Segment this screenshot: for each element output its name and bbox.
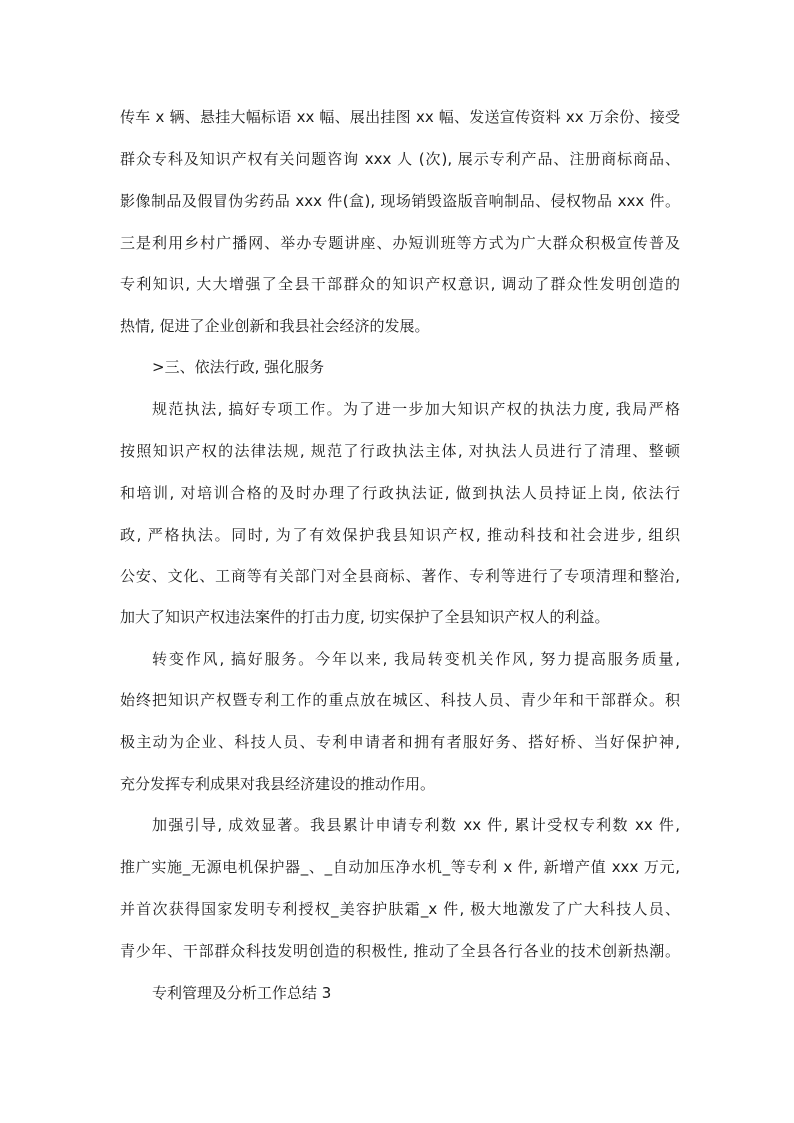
body-line-12: 公安、文化、工商等有关部门对全县商标、著作、专利等进行了专项清理和整治, <box>120 567 680 585</box>
body-line-15: 始终把知识产权暨专利工作的重点放在城区、科技人员、青少年和干部群众。积 <box>120 691 680 709</box>
body-line-18: 加强引导, 成效显著。我县累计申请专利数 xx 件, 累计受权专利数 xx 件, <box>152 816 680 834</box>
body-line-10: 和培训, 对培训合格的及时办理了行政执法证, 做到执法人员持证上岗, 依法行 <box>120 484 680 502</box>
body-line-21: 青少年、干部群众科技发明创造的积极性, 推动了全县各行各业的技术创新热潮。 <box>120 942 680 960</box>
body-line-14: 转变作风, 搞好服务。今年以来, 我局转变机关作风, 努力提高服务质量, <box>152 650 680 668</box>
body-line-19: 推广实施_无源电机保护器_、_自动加压净水机_等专利 x 件, 新增产值 xxx 万元, <box>120 858 680 876</box>
body-line-6: 热情, 促进了企业创新和我县社会经济的发展。 <box>120 317 430 335</box>
body-line-2: 群众专科及知识产权有关问题咨询 xxx 人 (次), 展示专利产品、注册商标商品、 <box>120 150 680 168</box>
body-line-4: 三是利用乡村广播网、举办专题讲座、办短训班等方式为广大群众积极宣传普及 <box>120 234 680 252</box>
section-heading: >三、依法行政, 强化服务 <box>152 358 325 376</box>
body-line-1: 传车 x 辆、悬挂大幅标语 xx 幅、展出挂图 xx 幅、发送宣传资料 xx 万余份、接受 <box>120 108 680 126</box>
document-subtitle: 专利管理及分析工作总结 3 <box>152 984 332 1002</box>
body-line-5: 专利知识, 大大增强了全县干部群众的知识产权意识, 调动了群众性发明创造的 <box>120 275 680 293</box>
body-line-8: 规范执法, 搞好专项工作。为了进一步加大知识产权的执法力度, 我局严格 <box>152 400 680 418</box>
body-line-11: 政, 严格执法。同时, 为了有效保护我县知识产权, 推动科技和社会进步, 组织 <box>120 526 680 544</box>
body-line-3: 影像制品及假冒伪劣药品 xxx 件(盒), 现场销毁盗版音响制品、侵权物品 xxx 件。 <box>120 192 680 210</box>
body-line-17: 充分发挥专利成果对我县经济建设的推动作用。 <box>120 775 436 793</box>
body-line-16: 极主动为企业、科技人员、专利申请者和拥有者服好务、搭好桥、当好保护神, <box>120 733 680 751</box>
body-line-13: 加大了知识产权违法案件的打击力度, 切实保护了全县知识产权人的利益。 <box>120 608 610 626</box>
body-line-9: 按照知识产权的法律法规, 规范了行政执法主体, 对执法人员进行了清理、整顿 <box>120 442 680 460</box>
body-line-20: 并首次获得国家发明专利授权_美容护肤霜_x 件, 极大地激发了广大科技人员、 <box>120 900 680 918</box>
